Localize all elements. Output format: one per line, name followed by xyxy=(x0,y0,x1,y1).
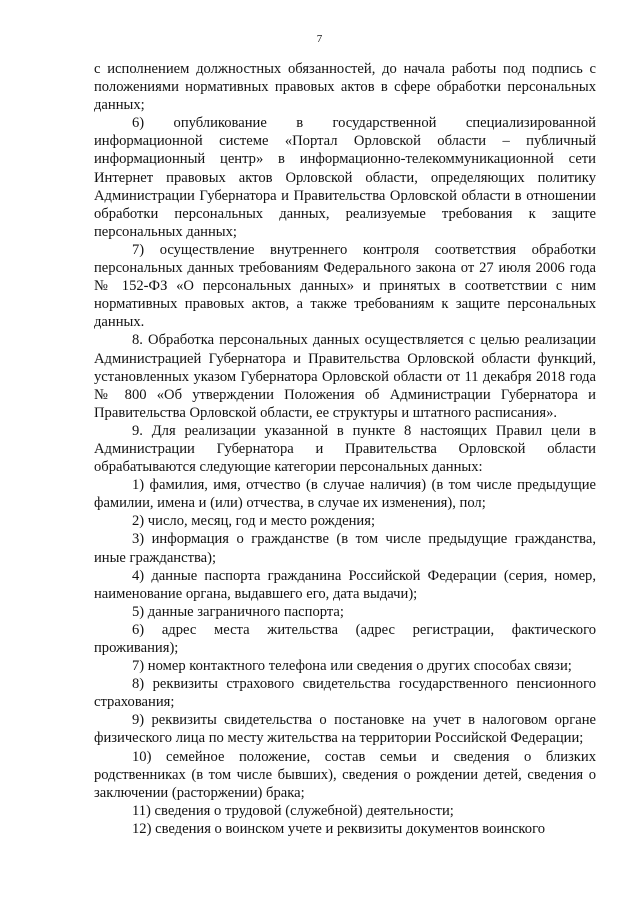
paragraph: 6) опубликование в государственной специализированной информационной системе «Портал Орловской области – публичный информационный центр» в информационно-телекоммуникационной сети Интернет правовых актов Орловской области, определяющих политику Администрации Губернатора и Правительства Орловской области в отношении обработки персональных данных, реализуемые требования к защите персональных данных; xyxy=(94,115,596,240)
list-item: 8) реквизиты страхового свидетельства государственного пенсионного страхования; xyxy=(94,676,596,711)
document-body xyxy=(94,60,596,838)
list-item: 11) сведения о трудовой (служебной) деятельности; xyxy=(132,802,454,819)
list-item: 1) фамилия, имя, отчество (в случае наличия) (в том числе предыдущие фамилии, имена и (или) отчества, в случае их изменения), пол; xyxy=(94,477,596,512)
list-item: 2) число, месяц, год и место рождения; xyxy=(132,513,375,530)
list-item: 7) номер контактного телефона или сведения о других способах связи; xyxy=(132,658,572,675)
paragraph: с исполнением должностных обязанностей, до начала работы под подпись с положениями нормативных правовых актов в сфере обработки персональных данных; xyxy=(94,61,596,114)
list-item: 6) адрес места жительства (адрес регистрации, фактического проживания); xyxy=(94,621,596,656)
paragraph: 8. Обработка персональных данных осуществляется с целью реализации Администрацией Губернатора и Правительства Орловской области функций, установленных указом Губернатора Орловской области от 11 декабря 2018 года № 800 «Об утверждении Положения об Администрации Губернатора и Правительства Орловской области, ее структуры и штатного расписания». xyxy=(94,332,596,421)
list-item: 12) сведения о воинском учете и реквизиты документов воинского xyxy=(132,820,545,837)
list-item: 3) информация о гражданстве (в том числе предыдущие гражданства, иные гражданства); xyxy=(94,531,596,566)
paragraph: 7) осуществление внутреннего контроля соответствия обработки персональных данных требованиям Федерального закона от 27 июля 2006 года № 152-ФЗ «О персональных данных» и принятых в соответствии с ним нормативных правовых актов, а также требованиям к защите персональных данных. xyxy=(94,241,596,331)
page-number: 7 xyxy=(316,33,323,45)
paragraph: 9. Для реализации указанной в пункте 8 настоящих Правил цели в Администрации Губернатора и Правительства Орловской области обрабатываются следующие категории персональных данных: xyxy=(94,422,596,476)
list-item: 10) семейное положение, состав семьи и сведения о близких родственниках (в том числе бывших), сведения о рождении детей, сведения о заключении (расторжении) брака; xyxy=(94,748,596,801)
list-item: 9) реквизиты свидетельства о постановке на учет в налоговом органе физического лица по месту жительства на территории Российской Федерации; xyxy=(94,712,596,747)
list-item: 4) данные паспорта гражданина Российской Федерации (серия, номер, наименование органа, выдавшего его, дата выдачи); xyxy=(94,567,596,602)
list-item: 5) данные заграничного паспорта; xyxy=(132,603,344,620)
